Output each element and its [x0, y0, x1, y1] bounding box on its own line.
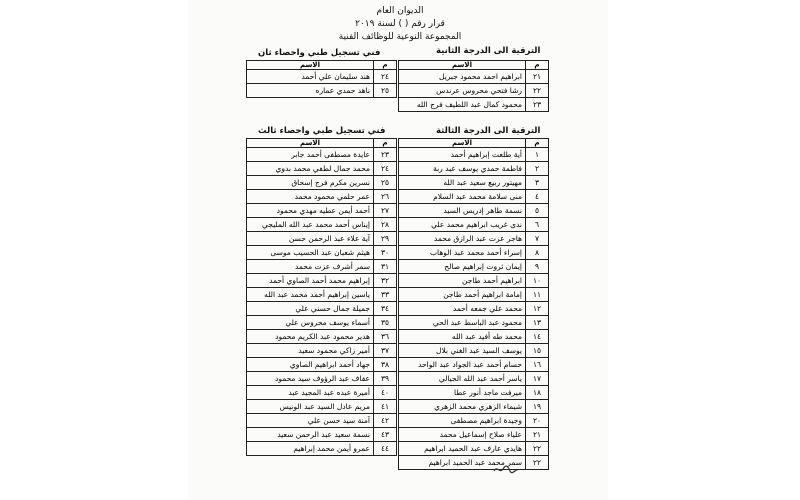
- employee-name: سمر أشرف عزت محمد: [247, 260, 374, 274]
- section2-right-table: [398, 138, 549, 470]
- table-row: [399, 302, 549, 316]
- table-row: [247, 344, 397, 358]
- row-number: ١٠: [526, 274, 549, 288]
- employee-name: جميلة جمال حسني علي: [247, 302, 374, 316]
- employee-name: آية علاء عبد الرحمن حسن: [247, 232, 374, 246]
- table-header-row: [399, 139, 549, 148]
- row-number: ١٦: [526, 358, 549, 372]
- employee-name: محمد طه أفيد عبد الله: [399, 330, 526, 344]
- table-row: [247, 162, 397, 176]
- employee-name: إبراهيم محمد أحمد الصاوي أحمد: [247, 274, 374, 288]
- employee-name: ميرفت ماجد أنور عطا: [399, 386, 526, 400]
- employee-name: سمر محمد عبد الحميد ابراهيم: [399, 456, 526, 470]
- employee-name: نسرين مكرم فرج إسحاق: [247, 176, 374, 190]
- table-row: [399, 218, 549, 232]
- employee-name: نسمة سعيد عبد الرحمن سعيد: [247, 428, 374, 442]
- row-number: ٢١: [526, 70, 549, 84]
- employee-name: وجيدة ابراهيم مصطفى: [399, 414, 526, 428]
- table-row: [399, 232, 549, 246]
- num-column-header: م: [526, 139, 549, 148]
- employee-name: إيناس أحمد محمد عبد الله المليجي: [247, 218, 374, 232]
- employee-name: ياسر أحمد عبد الله الجيالي: [399, 372, 526, 386]
- document-header-authority: الديوان العام: [376, 6, 424, 16]
- section1-left-title: فني تسجيل طبي واحصاء ثان: [258, 48, 381, 58]
- table-row: [247, 414, 397, 428]
- table-row: [247, 218, 397, 232]
- row-number: ٤٢: [374, 414, 397, 428]
- table-row: [247, 386, 397, 400]
- employee-name: عايدة مصطفى أحمد جابر: [247, 148, 374, 162]
- table-row: [399, 414, 549, 428]
- employee-name: أمير زاكي محمود سعيد: [247, 344, 374, 358]
- employee-name: يوسف السيد عبد الغني بلال: [399, 344, 526, 358]
- document-header-decree: قرار رقم ( ) لسنة ٢٠١٩: [355, 19, 445, 29]
- num-column-header: م: [374, 61, 397, 70]
- row-number: ٢٢: [526, 84, 549, 98]
- table-row: [399, 84, 549, 98]
- row-number: ١٩: [526, 400, 549, 414]
- table-row: [247, 442, 397, 456]
- row-number: ٢٤: [374, 162, 397, 176]
- table-row: [247, 190, 397, 204]
- employee-name: ندى غريب ابراهيم محمد علي: [399, 218, 526, 232]
- row-number: ٢٤: [374, 70, 397, 84]
- section2-left-table: [246, 138, 397, 456]
- name-column-header: الاسم: [399, 61, 526, 70]
- row-number: ١: [526, 148, 549, 162]
- table-row: [247, 302, 397, 316]
- table-row: [247, 330, 397, 344]
- employee-name: عمر حلمي محمود محمد: [247, 190, 374, 204]
- table-row: [247, 288, 397, 302]
- row-number: ٢٣: [526, 98, 549, 112]
- table-row: [399, 274, 549, 288]
- row-number: ٣٧: [374, 344, 397, 358]
- row-number: ١٥: [526, 344, 549, 358]
- num-column-header: م: [374, 139, 397, 148]
- employee-name: هيثم شعبان عبد الحسيب موسى: [247, 246, 374, 260]
- row-number: ٤: [526, 190, 549, 204]
- row-number: ٣٩: [374, 372, 397, 386]
- signature-scribble: [492, 462, 520, 476]
- table-row: [399, 330, 549, 344]
- table-row: [247, 148, 397, 162]
- table-row: [247, 400, 397, 414]
- employee-name: أية طلعت إبراهيم أحمد: [399, 148, 526, 162]
- row-number: ٢٧: [374, 204, 397, 218]
- employee-name: ياسين إبراهيم أحمد محمد عبد الله: [247, 288, 374, 302]
- table-row: [399, 70, 549, 84]
- employee-name: محمد علي جمعه أحمد: [399, 302, 526, 316]
- row-number: ٢٣: [374, 148, 397, 162]
- section1-right-title: الترقية الى الدرجة الثانية: [436, 46, 541, 56]
- employee-name: ابراهيم أحمد طاجن: [399, 274, 526, 288]
- row-number: ٣: [526, 176, 549, 190]
- section2-right-title: الترقية الى الدرجة الثالثة: [436, 126, 541, 136]
- section1-left-table: [246, 60, 397, 98]
- table-row: [399, 442, 549, 456]
- table-row: [399, 204, 549, 218]
- row-number: ٣٤: [374, 302, 397, 316]
- table-row: [399, 456, 549, 470]
- employee-name: علياء صلاح إسماعيل محمد: [399, 428, 526, 442]
- row-number: ٣٢: [374, 274, 397, 288]
- row-number: ١٤: [526, 330, 549, 344]
- table-row: [247, 358, 397, 372]
- row-number: ٩: [526, 260, 549, 274]
- employee-name: إمامة ابراهيم أحمد طاجن: [399, 288, 526, 302]
- table-row: [247, 70, 397, 84]
- document-header-group: المجموعة النوعية للوظائف الفنية: [338, 32, 462, 42]
- employee-name: آمنة سيد حسن علي: [247, 414, 374, 428]
- row-number: ٤١: [374, 400, 397, 414]
- row-number: ٣٦: [374, 330, 397, 344]
- row-number: ٦: [526, 218, 549, 232]
- employee-name: هايدي عارف عبد الحميد ابراهيم: [399, 442, 526, 456]
- employee-name: هند سليمان علي أحمد: [247, 70, 374, 84]
- row-number: ٣٠: [374, 246, 397, 260]
- table-row: [399, 288, 549, 302]
- table-row: [399, 400, 549, 414]
- section1-right-table: [398, 60, 549, 112]
- table-row: [399, 344, 549, 358]
- row-number: ١٣: [526, 316, 549, 330]
- table-header-row: [247, 139, 397, 148]
- row-number: ٢٨: [374, 218, 397, 232]
- row-number: ٢٥: [374, 176, 397, 190]
- employee-name: محمد جمال لطفي محمد بدوي: [247, 162, 374, 176]
- employee-name: هدير محمود عبد الكريم محمود: [247, 330, 374, 344]
- table-row: [399, 372, 549, 386]
- employee-name: جهاد أحمد ابراهيم الصاوي: [247, 358, 374, 372]
- table-row: [399, 260, 549, 274]
- table-row: [399, 386, 549, 400]
- row-number: ٢٦: [374, 190, 397, 204]
- table-row: [399, 428, 549, 442]
- employee-name: فاطمة حمدي يوسف عبد ربة: [399, 162, 526, 176]
- table-header-row: [247, 61, 397, 70]
- section2-left-title: فني تسجيل طبي واحصاء ثالث: [258, 126, 386, 136]
- row-number: ٢٥: [374, 84, 397, 98]
- row-number: ١١: [526, 288, 549, 302]
- num-column-header: م: [526, 61, 549, 70]
- row-number: ٣٣: [374, 288, 397, 302]
- row-number: ٣١: [374, 260, 397, 274]
- table-row: [247, 316, 397, 330]
- name-column-header: الاسم: [247, 61, 374, 70]
- employee-name: ناهد حمدي عماره: [247, 84, 374, 98]
- employee-name: إيمان ثروت إبراهيم صالح: [399, 260, 526, 274]
- employee-name: مريم عادل السيد عبد الونيس: [247, 400, 374, 414]
- table-row: [399, 316, 549, 330]
- employee-name: عفاف عبد الرؤوف سيد محمود: [247, 372, 374, 386]
- table-header-row: [399, 61, 549, 70]
- row-number: ٥: [526, 204, 549, 218]
- employee-name: أسماء يوسف محروس علي: [247, 316, 374, 330]
- employee-name: محمود عبد الباسط عبد الحي: [399, 316, 526, 330]
- row-number: ٢٠: [526, 414, 549, 428]
- table-row: [399, 246, 549, 260]
- table-row: [399, 176, 549, 190]
- employee-name: ابراهيم احمد محمود جبريل: [399, 70, 526, 84]
- employee-name: أحمد أيمن عطيه مهدي محمود: [247, 204, 374, 218]
- row-number: ١٧: [526, 372, 549, 386]
- table-row: [247, 260, 397, 274]
- name-column-header: الاسم: [399, 139, 526, 148]
- employee-name: منى سلامة محمد عبد السلام: [399, 190, 526, 204]
- row-number: ٢١: [526, 428, 549, 442]
- table-row: [247, 84, 397, 98]
- employee-name: إسراء أحمد محمد عبد الوهاب: [399, 246, 526, 260]
- table-row: [247, 372, 397, 386]
- row-number: ٣٨: [374, 358, 397, 372]
- employee-name: هاجر عزت عبد الرازق محمد: [399, 232, 526, 246]
- row-number: ٢٩: [374, 232, 397, 246]
- row-number: ٤٣: [374, 428, 397, 442]
- row-number: ٢٢: [526, 442, 549, 456]
- row-number: ٢: [526, 162, 549, 176]
- row-number: ٧: [526, 232, 549, 246]
- employee-name: نسمة طاهر إدريس السيد: [399, 204, 526, 218]
- row-number: ٣٥: [374, 316, 397, 330]
- table-row: [247, 232, 397, 246]
- employee-name: مهيتور ربيع سعيد عبد الله: [399, 176, 526, 190]
- name-column-header: الاسم: [247, 139, 374, 148]
- table-row: [247, 274, 397, 288]
- row-number: ١٢: [526, 302, 549, 316]
- employee-name: رشا فتحي محروس عرندس: [399, 84, 526, 98]
- row-number: ٨: [526, 246, 549, 260]
- table-row: [399, 358, 549, 372]
- table-row: [399, 98, 549, 112]
- table-row: [247, 204, 397, 218]
- row-number: ١٨: [526, 386, 549, 400]
- employee-name: شيماء الزهري محمد الزهري: [399, 400, 526, 414]
- employee-name: محمود كمال عبد اللطيف فرج الله: [399, 98, 526, 112]
- table-row: [399, 162, 549, 176]
- row-number: ٢٢: [526, 456, 549, 470]
- table-row: [247, 428, 397, 442]
- row-number: ٤٠: [374, 386, 397, 400]
- table-row: [247, 246, 397, 260]
- employee-name: حسام أحمد عبد الجواد عبد الواحد: [399, 358, 526, 372]
- table-row: [399, 148, 549, 162]
- table-row: [247, 176, 397, 190]
- table-row: [399, 190, 549, 204]
- row-number: ٤٤: [374, 442, 397, 456]
- employee-name: أميرة عبده عبد المجيد عبد: [247, 386, 374, 400]
- employee-name: عمرو أيمن محمد إبراهيم: [247, 442, 374, 456]
